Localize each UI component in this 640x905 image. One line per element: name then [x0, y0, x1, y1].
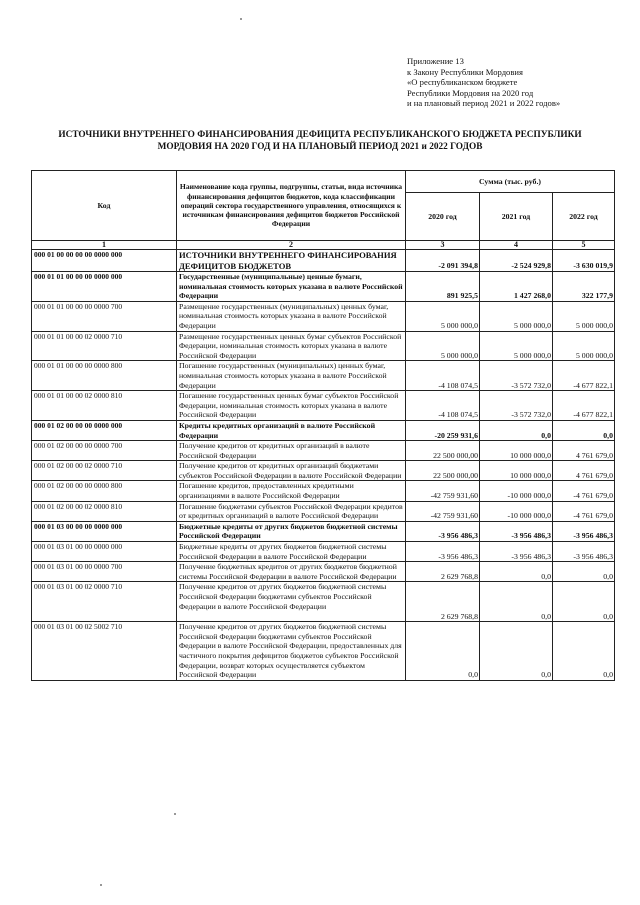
appendix-note [407, 56, 560, 109]
table-row [32, 391, 615, 421]
row-name: Получение кредитов от других бюджетов бюджетной системы Российской Федерации бюджетами субъектов Российской Федерации в валюте Российской Федерации, предоставленных для частичного покрытия дефицитов бюджетов субъектов Российской Федерации, возврат которых осуществляется субъектом Российской Федерации [177, 622, 406, 681]
row-value-2020: 5 000 000,0 [406, 331, 480, 361]
row-value-2020: -20 259 931,6 [406, 420, 480, 440]
row-code: 000 01 01 00 00 02 0000 810 [32, 391, 177, 421]
table-row [32, 582, 615, 622]
row-value-2021: 0,0 [480, 562, 553, 582]
row-value-2022: -3 630 019,9 [553, 250, 615, 272]
row-value-2022: -3 956 486,3 [553, 542, 615, 562]
row-value-2022: 5 000 000,0 [553, 331, 615, 361]
row-value-2020: -3 956 486,3 [406, 542, 480, 562]
table-row [32, 441, 615, 461]
row-value-2022: -4 677 822,1 [553, 391, 615, 421]
row-value-2021: 10 000 000,0 [480, 461, 553, 481]
row-code: 000 01 03 01 00 02 0000 710 [32, 582, 177, 622]
table-row [32, 361, 615, 391]
row-code: 000 01 01 00 00 00 0000 700 [32, 301, 177, 331]
row-name: Бюджетные кредиты от других бюджетов бюджетной системы Российской Федерации [177, 521, 406, 541]
row-name: Погашение бюджетами субъектов Российской Федерации кредитов от кредитных организаций в валюте Российской Федерации [177, 501, 406, 521]
table-row [32, 301, 615, 331]
row-value-2022: 0,0 [553, 562, 615, 582]
header-sum: Сумма (тыс. руб.) [406, 171, 615, 193]
column-number: 3 [406, 241, 480, 250]
row-value-2022: 0,0 [553, 582, 615, 622]
row-code: 000 01 02 00 00 00 0000 700 [32, 441, 177, 461]
row-value-2021: -3 956 486,3 [480, 542, 553, 562]
row-value-2020: 22 500 000,00 [406, 441, 480, 461]
row-value-2021: -10 000 000,0 [480, 501, 553, 521]
financing-sources-table [31, 170, 615, 681]
row-value-2020: -2 091 394,8 [406, 250, 480, 272]
column-number: 4 [480, 241, 553, 250]
row-name: ИСТОЧНИКИ ВНУТРЕННЕГО ФИНАНСИРОВАНИЯ ДЕФИЦИТОВ БЮДЖЕТОВ [177, 250, 406, 272]
row-value-2020: 22 500 000,00 [406, 461, 480, 481]
row-value-2020: -3 956 486,3 [406, 521, 480, 541]
table-row [32, 331, 615, 361]
table-row [32, 501, 615, 521]
row-value-2020: 2 629 768,8 [406, 582, 480, 622]
row-value-2022: 0,0 [553, 420, 615, 440]
row-code: 000 01 02 00 00 02 0000 810 [32, 501, 177, 521]
table-row [32, 272, 615, 302]
header-year-2022: 2022 год [553, 193, 615, 241]
header-code: Код [32, 171, 177, 241]
table-row [32, 461, 615, 481]
row-name: Бюджетные кредиты от других бюджетов бюджетной системы Российской Федерации в валюте Российской Федерации [177, 542, 406, 562]
row-code: 000 01 01 00 00 00 0000 800 [32, 361, 177, 391]
appendix-line: Приложение 13 [407, 56, 464, 66]
row-value-2022: 4 761 679,0 [553, 441, 615, 461]
row-value-2022: 322 177,9 [553, 272, 615, 302]
row-value-2021: -3 572 732,0 [480, 361, 553, 391]
row-value-2022: 5 000 000,0 [553, 301, 615, 331]
row-value-2022: -4 761 679,0 [553, 501, 615, 521]
row-value-2020: 0,0 [406, 622, 480, 681]
row-value-2021: 0,0 [480, 622, 553, 681]
row-value-2020: -4 108 074,5 [406, 361, 480, 391]
row-value-2021: -3 956 486,3 [480, 521, 553, 541]
header-year-2020: 2020 год [406, 193, 480, 241]
table-row [32, 521, 615, 541]
row-value-2020: -42 759 931,60 [406, 481, 480, 501]
row-code: 000 01 01 00 00 00 0000 000 [32, 272, 177, 302]
row-name: Получение кредитов от кредитных организаций в валюте Российской Федерации [177, 441, 406, 461]
header-year-2021: 2021 год [480, 193, 553, 241]
header-name: Наименование кода группы, подгруппы, статьи, вида источника финансирования дефицитов бюджетов, кода классификации операций сектора государственного управления, относящихся к источникам финансирования дефицитов бюджетов Российской Федерации [177, 171, 406, 241]
row-code: 000 01 02 00 00 00 0000 800 [32, 481, 177, 501]
row-value-2021: 5 000 000,0 [480, 301, 553, 331]
row-code: 000 01 01 00 00 02 0000 710 [32, 331, 177, 361]
row-value-2022: 4 761 679,0 [553, 461, 615, 481]
row-value-2020: 2 629 768,8 [406, 562, 480, 582]
row-value-2021: 5 000 000,0 [480, 331, 553, 361]
row-value-2022: -4 761 679,0 [553, 481, 615, 501]
table-row [32, 622, 615, 681]
row-name: Погашение государственных (муниципальных) ценных бумаг, номинальная стоимость которых указана в валюте Российской Федерации [177, 361, 406, 391]
row-code: 000 01 03 00 00 00 0000 000 [32, 521, 177, 541]
row-value-2020: 891 925,5 [406, 272, 480, 302]
row-value-2020: -4 108 074,5 [406, 391, 480, 421]
appendix-line: и на плановый период 2021 и 2022 годов» [407, 98, 561, 109]
scan-speck [240, 18, 242, 20]
row-value-2020: -42 759 931,60 [406, 501, 480, 521]
row-value-2021: 0,0 [480, 582, 553, 622]
row-name: Получение бюджетных кредитов от других бюджетов бюджетной системы Российской Федерации в валюте Российской Федерации [177, 562, 406, 582]
row-name: Получение кредитов от других бюджетов бюджетной системы Российской Федерации бюджетами субъектов Российской Федерации в валюте Российской Федерации [177, 582, 406, 622]
row-code: 000 01 03 01 00 02 5002 710 [32, 622, 177, 681]
row-name: Получение кредитов от кредитных организаций бюджетами субъектов Российской Федерации в валюте Российской Федерации [177, 461, 406, 481]
column-number: 1 [32, 241, 177, 250]
appendix-line: «О республиканском бюджете [407, 77, 518, 88]
table-row [32, 250, 615, 272]
scan-speck [174, 813, 176, 815]
column-number: 2 [177, 241, 406, 250]
row-code: 000 01 03 01 00 00 0000 000 [32, 542, 177, 562]
document-title: ИСТОЧНИКИ ВНУТРЕННЕГО ФИНАНСИРОВАНИЯ ДЕФИЦИТА РЕСПУБЛИКАНСКОГО БЮДЖЕТА РЕСПУБЛИКИ МОРДОВИЯ НА 2020 ГОД И НА ПЛАНОВЫЙ ПЕРИОД 2021 и 2022 ГОДОВ [58, 130, 582, 152]
row-value-2021: -2 524 929,8 [480, 250, 553, 272]
row-value-2021: 10 000 000,0 [480, 441, 553, 461]
table-row [32, 542, 615, 562]
row-name: Размещение государственных ценных бумаг субъектов Российской Федерации, номинальная стоимость которых указана в валюте Российской Федерации [177, 331, 406, 361]
scan-speck [100, 884, 102, 886]
appendix-line: к Закону Республики Мордовия [407, 66, 523, 77]
table-row [32, 481, 615, 501]
row-value-2021: 0,0 [480, 420, 553, 440]
row-value-2022: -4 677 822,1 [553, 361, 615, 391]
appendix-line: Республики Мордовия на 2020 год [407, 87, 534, 98]
row-value-2022: 0,0 [553, 622, 615, 681]
row-name: Погашение кредитов, предоставленных кредитными организациями в валюте Российской Федерации [177, 481, 406, 501]
row-name: Размещение государственных (муниципальных) ценных бумаг, номинальная стоимость которых указана в валюте Российской Федерации [177, 301, 406, 331]
row-value-2021: -3 572 732,0 [480, 391, 553, 421]
row-code: 000 01 00 00 00 00 0000 000 [32, 250, 177, 272]
row-code: 000 01 03 01 00 00 0000 700 [32, 562, 177, 582]
row-name: Государственные (муниципальные) ценные бумаги, номинальная стоимость которых указана в валюте Российской Федерации [177, 272, 406, 302]
row-name: Погашение государственных ценных бумаг субъектов Российской Федерации, номинальная стоимость которых указана в валюте Российской Федерации [177, 391, 406, 421]
column-number: 5 [553, 241, 615, 250]
row-code: 000 01 02 00 00 00 0000 000 [32, 420, 177, 440]
row-value-2021: 1 427 268,0 [480, 272, 553, 302]
row-value-2021: -10 000 000,0 [480, 481, 553, 501]
table-row [32, 420, 615, 440]
row-value-2020: 5 000 000,0 [406, 301, 480, 331]
table-row [32, 562, 615, 582]
row-name: Кредиты кредитных организаций в валюте Российской Федерации [177, 420, 406, 440]
row-value-2022: -3 956 486,3 [553, 521, 615, 541]
row-code: 000 01 02 00 00 02 0000 710 [32, 461, 177, 481]
